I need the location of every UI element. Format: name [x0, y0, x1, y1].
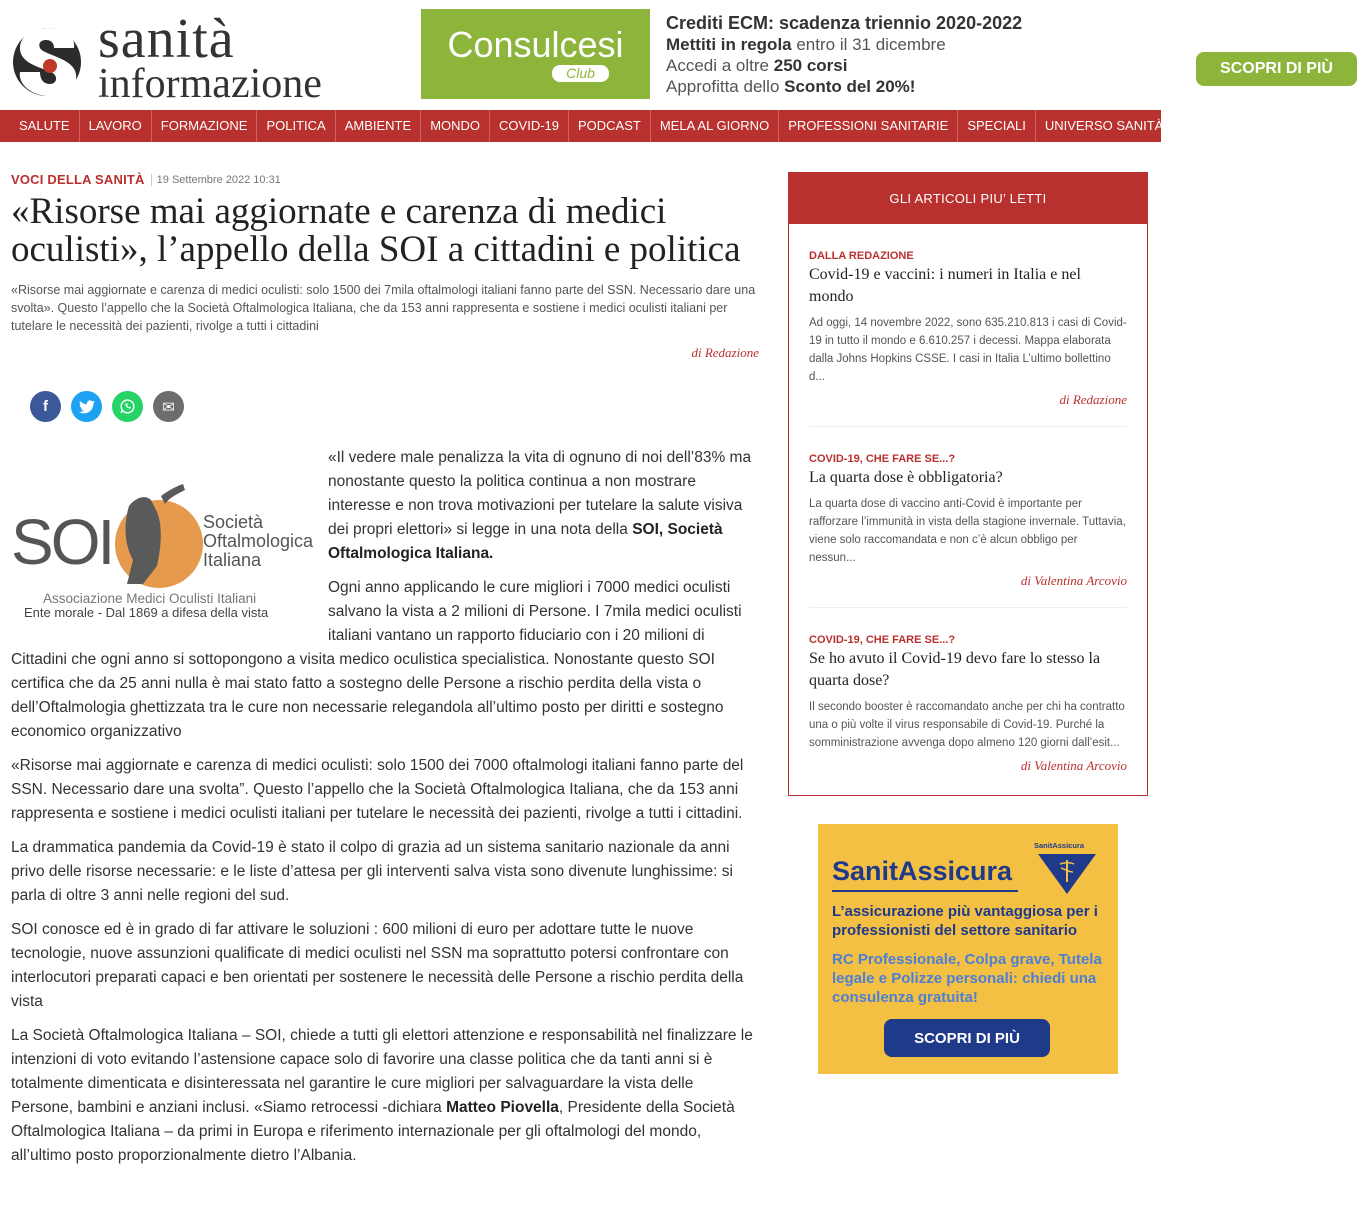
logo-line1: sanità	[98, 8, 235, 70]
sidebar-article-category[interactable]: COVID-19, CHE FARE SE...?	[809, 453, 956, 465]
article-paragraph-5: SOI conosce ed è in grado di far attivare le soluzioni : 600 milioni di euro per adottare tutte le nuove tecnologie, nuove assunzioni qualificate di medici oculisti nel SSN ma soprattutto potersi confrontare con interlocutori preparati capaci e ben orientati per sostenere le necessità delle Persone a rischio perdita della vista	[11, 921, 744, 1010]
ad-line2: Mettiti in regola entro il 31 dicembre	[666, 35, 946, 54]
caduceus-shield-icon	[1036, 852, 1098, 896]
article-paragraph-6: La Società Oftalmologica Italiana – SOI, chiede a tutti gli elettori attenzione e responsabilità nel finalizzare le intenzioni di voto evitando l’astensione capace solo di favorire una classe politica che da tanti anni si è totalmente dimenticata e disinteressata nel garantire le cure migliori per salvaguardare la vista delle Persone, bambini e anziani inclusi. «Siamo retrocessi -dichiara Matteo Piovella, Presidente della Società Oftalmologica Italiana – da primi in Europa e riferimento internazionale per gli oftalmologi del mondo, all’ultimo posto proporzionalmente dietro l’Albania.	[11, 1027, 753, 1164]
ad-side-text1: L’assicurazione più vantaggiosa per i professionisti del settore sanitario	[832, 903, 1098, 939]
nav-item-mela[interactable]: MELA AL GIORNO	[651, 110, 779, 142]
logo-s-icon	[10, 14, 84, 100]
sidebar-article-excerpt: Il secondo booster è raccomandato anche per chi ha contratto una o più volte il virus responsabile di Covid-19. Purché la somministrazione avvenga dopo almeno 120 giorni dall’esit...	[809, 701, 1125, 749]
ad-side-small-brand: SanitAssicura	[1034, 841, 1085, 850]
ad-line3: Accedi a oltre 250 corsi	[666, 56, 848, 75]
sidebar-article[interactable]	[809, 608, 1127, 792]
article-paragraph-3: «Risorse mai aggiornate e carenza di medici oculisti: solo 1500 dei 7000 oftalmologi italiani fanno parte del SSN. Necessario dare una svolta”. Questo l’appello che la Società Oftalmologica Italiana, che da 153 anni rappresenta e sostiene i medici oculisti italiani per tutelare le necessità dei pazienti, rivolge a tutti i cittadini.	[11, 757, 744, 822]
ad-brand: Consulcesi	[447, 23, 624, 65]
sanitassicura-ad[interactable]	[818, 824, 1118, 1074]
most-read-sidebar	[788, 172, 1148, 796]
sidebar-article[interactable]	[809, 224, 1127, 427]
main-nav	[0, 110, 1164, 142]
nav-item-mondo[interactable]: MONDO	[421, 110, 490, 142]
article-meta	[11, 172, 759, 187]
nav-item-professioni[interactable]: PROFESSIONI SANITARIE	[779, 110, 958, 142]
site-header	[0, 0, 1333, 110]
article-paragraph-1: «Il vedere male penalizza la vita di ognuno di noi dell’83% ma nonostante questo la politica continua a non mostrare interesse e non trova motivazioni per tutelare la salute visiva dei propri elettori» si legge in una nota della SOI, Società Oftalmologica Italiana.	[328, 449, 752, 562]
sidebar-article-title[interactable]: Covid-19 e vaccini: i numeri in Italia e nel mondo	[809, 266, 1081, 305]
nav-item-salute[interactable]: SALUTE	[10, 110, 80, 142]
sidebar-heading: GLI ARTICOLI PIU’ LETTI	[789, 173, 1147, 224]
nav-item-universo[interactable]: UNIVERSO SANITÀ	[1036, 110, 1173, 142]
twitter-share-icon[interactable]	[71, 391, 102, 422]
article-body	[11, 446, 759, 1168]
nav-item-lavoro[interactable]: LAVORO	[80, 110, 152, 142]
email-share-icon[interactable]: ✉	[153, 391, 184, 422]
soi-acronym: SOI	[11, 506, 113, 578]
nav-item-formazione[interactable]: FORMAZIONE	[152, 110, 258, 142]
soi-sub2: Ente morale - Dal 1869 a difesa della vista	[24, 605, 269, 620]
article-title: «Risorse mai aggiornate e carenza di medici oculisti», l’appello della SOI a cittadini e politica	[11, 191, 741, 270]
soi-logo-image	[11, 456, 316, 636]
nav-item-politica[interactable]: POLITICA	[257, 110, 335, 142]
sidebar-article-title[interactable]: Se ho avuto il Covid-19 devo fare lo stesso la quarta dose?	[809, 650, 1101, 689]
nav-item-speciali[interactable]: SPECIALI	[958, 110, 1036, 142]
nav-item-ambiente[interactable]: AMBIENTE	[336, 110, 421, 142]
ad-side-underline	[832, 890, 1018, 892]
ad-club: Club	[552, 65, 609, 82]
sidebar-article-excerpt: La quarta dose di vaccino anti-Covid è importante per rafforzare l’immunità in vista della stagione invernale. Tuttavia, viene solo raccomandata e non c’è alcun obbligo per nessun...	[809, 498, 1126, 564]
sidebar-article-category[interactable]: DALLA REDAZIONE	[809, 250, 914, 262]
soi-logo-graphic	[11, 456, 316, 636]
sidebar-article[interactable]	[809, 427, 1127, 608]
sidebar-article-excerpt: Ad oggi, 14 novembre 2022, sono 635.210.813 i casi di Covid-19 in tutto il mondo e 6.610.257 i decessi. Mappa elaborata dalla Johns Hopkins CSSE. I casi in Italia L’ultimo bollettino d...	[809, 317, 1127, 383]
sidebar-article-author[interactable]: di Valentina Arcovio	[1020, 573, 1127, 588]
soi-name1: Società	[203, 512, 264, 532]
article	[11, 172, 759, 1178]
article-date: 19 Settembre 2022 10:31	[151, 174, 281, 186]
top-banner-ad[interactable]	[421, 9, 1333, 99]
article-category[interactable]: VOCI DELLA SANITÀ	[11, 172, 145, 187]
share-bar	[30, 391, 759, 422]
site-logo[interactable]	[10, 8, 322, 108]
soi-name2: Oftalmologica	[203, 531, 314, 551]
ad-side-brand: SanitAssicura	[832, 856, 1013, 886]
ad-line4: Approfitta dello Sconto del 20%!	[666, 77, 916, 96]
logo-line2: informazione	[98, 61, 322, 108]
sidebar-article-title[interactable]: La quarta dose è obbligatoria?	[809, 469, 1003, 486]
article-paragraph-4: La drammatica pandemia da Covid-19 è stato il colpo di grazia ad un sistema sanitario nazionale da anni privo delle risorse necessarie: e le liste d’attesa per gli interventi salva vista sono divenute lunghissime: si parla di oltre 3 anni nelle regioni del sud.	[11, 839, 733, 904]
nav-item-podcast[interactable]: PODCAST	[569, 110, 651, 142]
article-lead: «Risorse mai aggiornate e carenza di medici oculisti: solo 1500 dei 7mila oftalmologi italiani fanno parte del SSN. Necessario dare una svolta». Questo l’appello che la Società Oftalmologica Italiana, che da 153 anni rappresenta e sostiene i medici oculisti italiani per tutelare le necessità dei pazienti, rivolge a tutti i cittadini	[11, 283, 756, 333]
nav-item-covid[interactable]: COVID-19	[490, 110, 569, 142]
ad-line1: Crediti ECM: scadenza triennio 2020-2022	[666, 13, 1023, 33]
sidebar-article-category[interactable]: COVID-19, CHE FARE SE...?	[809, 634, 956, 646]
soi-sub1: Associazione Medici Oculisti Italiani	[43, 591, 257, 606]
article-paragraph-2: Ogni anno applicando le cure migliori i 7000 medici oculisti salvano la vista a 2 milioni di Persone. I 7mila medici oculisti italiani vantano un rapporto fiduciario con i 20 milioni di Cittadini che ogni anno si sottopongono a visita medico oculistica specialistica. Nonostante questo SOI certifica che da 25 anni nulla è mai stato fatto a sostegno delle Persone a rischio perdita della vista o dell’Oftalmologia ghettizzata tra le cure non necessarie relegandola all’ultimo posto per diritti e sostegno economico organizzativo	[11, 579, 742, 740]
sidebar-article-author[interactable]: di Redazione	[1059, 392, 1127, 407]
facebook-share-icon[interactable]: f	[30, 391, 61, 422]
ad-top-button[interactable]: SCOPRI DI PIÙ	[1196, 52, 1357, 86]
ad-consulcesi-logo	[421, 9, 650, 99]
article-author[interactable]: di Redazione	[691, 345, 759, 360]
ad-side-button[interactable]: SCOPRI DI PIÙ	[884, 1019, 1050, 1057]
soi-name3: Italiana	[203, 550, 262, 570]
sidebar-article-author[interactable]: di Valentina Arcovio	[1020, 758, 1127, 773]
ad-side-text2: RC Professionale, Colpa grave, Tutela legale e Polizze personali: chiedi una consulenza gratuita!	[832, 951, 1102, 1006]
whatsapp-share-icon[interactable]	[112, 391, 143, 422]
